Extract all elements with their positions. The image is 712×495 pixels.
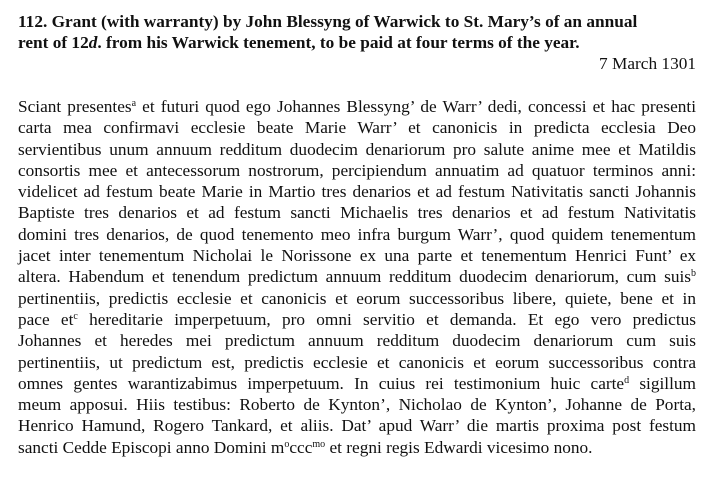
superscript-o: o (284, 438, 290, 450)
charter-date: 7 March 1301 (599, 54, 696, 73)
heading-pence-abbrev: d (88, 33, 98, 52)
text-line: Henrico Hamund, Rogero Tankard, et aliis. Dat’ apud Warr’ die martis proxima post festum (18, 416, 696, 436)
text-line: pertinentiis, predictis ecclesie et canonicis et eorum successoribus libere, quiete, bene et in (18, 288, 696, 308)
text-line: altera. Habendum et tenendum predictum annuum redditum duodecim denariorum, cum suis$^b$ (18, 267, 696, 287)
footnote-marker: d (624, 374, 630, 386)
heading-line-2 (18, 32, 696, 53)
text-line: meum apposui. Hiis testibus: Roberto de Kynton’, Nicholao de Kynton’, Johanne de Porta, (18, 395, 696, 415)
footnote-marker: a (131, 98, 137, 109)
text-line-last: sancti Cedde Episcopi anno Domini $m^occc^{mo}$ et regni regis Edwardi vicesimo nono. (18, 437, 593, 457)
heading-line-2-start: rent of 12 (18, 33, 89, 52)
text-line: domini tres denarios, de quod tenemento meo infra burgum Warr’, quod quidem tenementum (18, 224, 696, 244)
text-line: videlicet ad festum beate Marie in Martio tres denarios et ad festum Nativitatis sancti Johannis (18, 182, 696, 202)
charter-text (18, 96, 696, 458)
footnote-marker: b (691, 268, 696, 280)
text-line: servientibus unum annuum redditum duodecim denariorum pro salute anime mee et Matildis (18, 139, 696, 159)
footnote-marker: c (73, 310, 78, 322)
superscript-mo: mo (312, 438, 326, 450)
text-line: carta mea confirmavi ecclesie beate Marie Warr’ et canonicis in predicta ecclesia Deo (18, 118, 696, 138)
text-line: jacet inter tenementum Nicholai le Norissone ex una parte et tenementum Henrici Funt’ ex (18, 246, 696, 266)
heading-line-2-end: . from his Warwick tenement, to be paid at four terms of the year. (97, 33, 580, 52)
text-line: Johannes et heredes mei predictum annuum redditum duodecim denariorum cum suis (18, 331, 696, 351)
heading-line-1: 112. Grant (with warranty) by John Blessyng of Warwick to St. Mary’s of an annual (18, 12, 638, 31)
charter-heading (18, 11, 696, 53)
text-line: consortis mee et antecessorum nostrorum, percipiendum annuatim ad quatuor terminos anni: (18, 160, 696, 180)
text-line: pertinentiis, ut predictum est, predictis ecclesie et canonicis et eorum successoribus contra (18, 352, 696, 372)
text-line: pace $et^c$ hereditarie imperpetuum, pro omni servitio et demanda. Et ego vero predictus (18, 309, 696, 329)
text-line: omnes gentes warantizabimus imperpetuum. In cuius rei testimonium huic carte$^d$ sigillum (18, 373, 696, 393)
text-line: Baptiste tres denarios et ad festum sancti Michaelis tres denarios et ad festum Nativitatis (18, 203, 696, 223)
text-line: Sciant presentes$^a$ et futuri quod ego Johannes Blessyng’ de Warr’ dedi, concessi et hac presenti (18, 97, 696, 116)
